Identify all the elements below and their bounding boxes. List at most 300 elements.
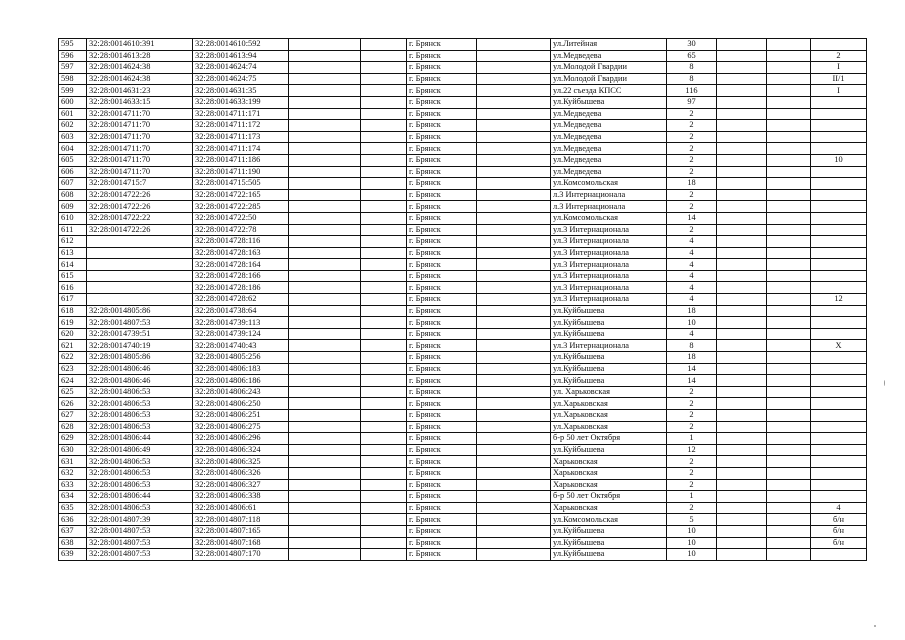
blank-cell-cell: [361, 212, 407, 224]
blank-cell-cell: [289, 398, 361, 410]
blank-cell-cell: [361, 224, 407, 236]
city-cell: г. Брянск: [407, 479, 477, 491]
apartment-cell: [811, 189, 867, 201]
blank-cell-cell: [289, 50, 361, 62]
city-cell: г. Брянск: [407, 456, 477, 468]
row-number-cell: 635: [59, 502, 87, 514]
blank-cell-cell: [361, 433, 407, 445]
apartment-cell: II/1: [811, 73, 867, 85]
row-number-cell: 614: [59, 259, 87, 271]
row-number-cell: 604: [59, 143, 87, 155]
blank-cell-cell: [767, 467, 811, 479]
city-cell: г. Брянск: [407, 375, 477, 387]
cadastral-block-number-cell: 32:28:0014807:53: [87, 537, 193, 549]
blank-cell-cell: [477, 433, 551, 445]
house-number-cell: 1: [667, 491, 717, 503]
blank-cell-cell: [361, 305, 407, 317]
cadastral-object-number-cell: 32:28:0014807:165: [193, 525, 289, 537]
table-row: [59, 537, 867, 549]
blank-cell-cell: [289, 525, 361, 537]
row-number-cell: 606: [59, 166, 87, 178]
blank-cell-cell: [717, 328, 767, 340]
city-cell: г. Брянск: [407, 224, 477, 236]
cadastral-block-number-cell: 32:28:0014806:53: [87, 410, 193, 422]
blank-cell-cell: [477, 537, 551, 549]
house-number-cell: 10: [667, 525, 717, 537]
city-cell: г. Брянск: [407, 386, 477, 398]
house-number-cell: 4: [667, 294, 717, 306]
blank-cell-cell: [717, 108, 767, 120]
city-cell: г. Брянск: [407, 305, 477, 317]
street-cell: ул.Медведева: [551, 131, 667, 143]
blank-cell-cell: [767, 525, 811, 537]
house-number-cell: 8: [667, 340, 717, 352]
city-cell: г. Брянск: [407, 73, 477, 85]
apartment-cell: [811, 375, 867, 387]
blank-cell-cell: [767, 363, 811, 375]
street-cell: ул.Харьковская: [551, 398, 667, 410]
cadastral-block-number-cell: 32:28:0014739:51: [87, 328, 193, 340]
blank-cell-cell: [717, 143, 767, 155]
blank-cell-cell: [477, 549, 551, 561]
blank-cell-cell: [289, 340, 361, 352]
blank-cell-cell: [477, 143, 551, 155]
apartment-cell: [811, 166, 867, 178]
blank-cell-cell: [717, 224, 767, 236]
cadastral-block-number-cell: 32:28:0014722:22: [87, 212, 193, 224]
blank-cell-cell: [717, 212, 767, 224]
blank-cell-cell: [717, 514, 767, 526]
blank-cell-cell: [361, 62, 407, 74]
blank-cell-cell: [767, 236, 811, 248]
blank-cell-cell: [361, 352, 407, 364]
blank-cell-cell: [289, 73, 361, 85]
city-cell: г. Брянск: [407, 467, 477, 479]
house-number-cell: 65: [667, 50, 717, 62]
cadastral-block-number-cell: 32:28:0014631:23: [87, 85, 193, 97]
table-row: [59, 433, 867, 445]
blank-cell-cell: [361, 328, 407, 340]
blank-cell-cell: [477, 375, 551, 387]
blank-cell-cell: [767, 352, 811, 364]
blank-cell-cell: [717, 525, 767, 537]
blank-cell-cell: [767, 410, 811, 422]
blank-cell-cell: [477, 363, 551, 375]
house-number-cell: 116: [667, 85, 717, 97]
cadastral-object-number-cell: 32:28:0014624:75: [193, 73, 289, 85]
cadastral-object-number-cell: 32:28:0014806:327: [193, 479, 289, 491]
city-cell: г. Брянск: [407, 363, 477, 375]
blank-cell-cell: [361, 73, 407, 85]
city-cell: г. Брянск: [407, 120, 477, 132]
apartment-cell: 10: [811, 154, 867, 166]
house-number-cell: 2: [667, 224, 717, 236]
city-cell: г. Брянск: [407, 166, 477, 178]
row-number-cell: 634: [59, 491, 87, 503]
blank-cell-cell: [477, 166, 551, 178]
house-number-cell: 18: [667, 178, 717, 190]
cadastral-object-number-cell: 32:28:0014728:186: [193, 282, 289, 294]
blank-cell-cell: [717, 398, 767, 410]
city-cell: г. Брянск: [407, 62, 477, 74]
cadastral-object-number-cell: 32:28:0014806:324: [193, 444, 289, 456]
blank-cell-cell: [289, 201, 361, 213]
blank-cell-cell: [767, 502, 811, 514]
apartment-cell: [811, 479, 867, 491]
cadastral-block-number-cell: 32:28:0014805:86: [87, 352, 193, 364]
row-number-cell: 597: [59, 62, 87, 74]
street-cell: Харьковская: [551, 456, 667, 468]
blank-cell-cell: [477, 96, 551, 108]
blank-cell-cell: [717, 491, 767, 503]
cadastral-block-number-cell: 32:28:0014807:53: [87, 317, 193, 329]
blank-cell-cell: [477, 491, 551, 503]
cadastral-object-number-cell: 32:28:0014722:50: [193, 212, 289, 224]
table-row: [59, 502, 867, 514]
blank-cell-cell: [361, 270, 407, 282]
blank-cell-cell: [717, 444, 767, 456]
street-cell: ул.Медведева: [551, 120, 667, 132]
table-row: [59, 201, 867, 213]
street-cell: ул.Медведева: [551, 108, 667, 120]
blank-cell-cell: [477, 120, 551, 132]
apartment-cell: [811, 247, 867, 259]
table-row: [59, 479, 867, 491]
blank-cell-cell: [717, 537, 767, 549]
blank-cell-cell: [361, 143, 407, 155]
blank-cell-cell: [477, 270, 551, 282]
house-number-cell: 2: [667, 398, 717, 410]
cadastral-object-number-cell: 32:28:0014728:164: [193, 259, 289, 271]
table-row: [59, 386, 867, 398]
house-number-cell: 10: [667, 549, 717, 561]
blank-cell-cell: [717, 410, 767, 422]
blank-cell-cell: [361, 282, 407, 294]
table-row: [59, 363, 867, 375]
blank-cell-cell: [767, 259, 811, 271]
blank-cell-cell: [717, 236, 767, 248]
cadastral-block-number-cell: 32:28:0014806:49: [87, 444, 193, 456]
blank-cell-cell: [289, 317, 361, 329]
blank-cell-cell: [289, 386, 361, 398]
blank-cell-cell: [361, 386, 407, 398]
blank-cell-cell: [767, 421, 811, 433]
blank-cell-cell: [477, 201, 551, 213]
blank-cell-cell: [361, 514, 407, 526]
row-number-cell: 624: [59, 375, 87, 387]
apartment-cell: [811, 120, 867, 132]
city-cell: г. Брянск: [407, 294, 477, 306]
table-row: [59, 514, 867, 526]
blank-cell-cell: [289, 352, 361, 364]
city-cell: г. Брянск: [407, 491, 477, 503]
cadastral-block-number-cell: 32:28:0014806:46: [87, 375, 193, 387]
city-cell: г. Брянск: [407, 143, 477, 155]
cadastral-block-number-cell: [87, 259, 193, 271]
blank-cell-cell: [767, 537, 811, 549]
city-cell: г. Брянск: [407, 352, 477, 364]
city-cell: г. Брянск: [407, 201, 477, 213]
apartment-cell: [811, 305, 867, 317]
street-cell: ул.Медведева: [551, 143, 667, 155]
blank-cell-cell: [361, 549, 407, 561]
blank-cell-cell: [477, 386, 551, 398]
table-row: [59, 178, 867, 190]
blank-cell-cell: [477, 352, 551, 364]
blank-cell-cell: [289, 259, 361, 271]
cadastral-object-number-cell: 32:28:0014610:592: [193, 39, 289, 51]
table-row: [59, 236, 867, 248]
apartment-cell: [811, 328, 867, 340]
apartment-cell: [811, 270, 867, 282]
blank-cell-cell: [767, 305, 811, 317]
cadastral-block-number-cell: 32:28:0014711:70: [87, 143, 193, 155]
blank-cell-cell: [289, 247, 361, 259]
cadastral-block-number-cell: 32:28:0014806:44: [87, 491, 193, 503]
blank-cell-cell: [289, 236, 361, 248]
city-cell: г. Брянск: [407, 340, 477, 352]
table-row: [59, 328, 867, 340]
blank-cell-cell: [361, 85, 407, 97]
cadastral-object-number-cell: 32:28:0014728:116: [193, 236, 289, 248]
row-number-cell: 602: [59, 120, 87, 132]
house-number-cell: 2: [667, 189, 717, 201]
city-cell: г. Брянск: [407, 282, 477, 294]
street-cell: ул.Куйбышева: [551, 305, 667, 317]
city-cell: г. Брянск: [407, 444, 477, 456]
street-cell: ул.Куйбышева: [551, 352, 667, 364]
blank-cell-cell: [767, 178, 811, 190]
blank-cell-cell: [361, 50, 407, 62]
blank-cell-cell: [477, 467, 551, 479]
row-number-cell: 637: [59, 525, 87, 537]
apartment-cell: [811, 363, 867, 375]
table-row: [59, 85, 867, 97]
blank-cell-cell: [289, 294, 361, 306]
street-cell: ул.Харьковская: [551, 421, 667, 433]
row-number-cell: 639: [59, 549, 87, 561]
table-row: [59, 73, 867, 85]
street-cell: ул.3 Интернационала: [551, 340, 667, 352]
table-row: [59, 375, 867, 387]
cadastral-object-number-cell: 32:28:0014806:243: [193, 386, 289, 398]
city-cell: г. Брянск: [407, 525, 477, 537]
city-cell: г. Брянск: [407, 259, 477, 271]
street-cell: ул.Комсомольская: [551, 178, 667, 190]
house-number-cell: 4: [667, 259, 717, 271]
apartment-cell: 12: [811, 294, 867, 306]
row-number-cell: 615: [59, 270, 87, 282]
street-cell: б-р 50 лет Октября: [551, 433, 667, 445]
table-row: [59, 525, 867, 537]
table-row: [59, 456, 867, 468]
blank-cell-cell: [767, 491, 811, 503]
apartment-cell: б/н: [811, 514, 867, 526]
row-number-cell: 608: [59, 189, 87, 201]
street-cell: ул. Харьковская: [551, 386, 667, 398]
blank-cell-cell: [289, 212, 361, 224]
apartment-cell: [811, 491, 867, 503]
blank-cell-cell: [767, 317, 811, 329]
row-number-cell: 621: [59, 340, 87, 352]
blank-cell-cell: [767, 340, 811, 352]
blank-cell-cell: [767, 270, 811, 282]
row-number-cell: 619: [59, 317, 87, 329]
house-number-cell: 4: [667, 328, 717, 340]
blank-cell-cell: [767, 108, 811, 120]
blank-cell-cell: [477, 236, 551, 248]
cadastral-block-number-cell: [87, 270, 193, 282]
city-cell: г. Брянск: [407, 50, 477, 62]
blank-cell-cell: [477, 340, 551, 352]
apartment-cell: [811, 317, 867, 329]
row-number-cell: 609: [59, 201, 87, 213]
blank-cell-cell: [477, 224, 551, 236]
cadastral-block-number-cell: 32:28:0014805:86: [87, 305, 193, 317]
blank-cell-cell: [717, 282, 767, 294]
cadastral-object-number-cell: 32:28:0014806:325: [193, 456, 289, 468]
blank-cell-cell: [289, 363, 361, 375]
blank-cell-cell: [477, 178, 551, 190]
blank-cell-cell: [289, 375, 361, 387]
blank-cell-cell: [717, 363, 767, 375]
blank-cell-cell: [717, 502, 767, 514]
house-number-cell: 2: [667, 154, 717, 166]
blank-cell-cell: [717, 120, 767, 132]
blank-cell-cell: [477, 294, 551, 306]
house-number-cell: 10: [667, 537, 717, 549]
blank-cell-cell: [477, 410, 551, 422]
table-row: [59, 62, 867, 74]
row-number-cell: 600: [59, 96, 87, 108]
house-number-cell: 2: [667, 131, 717, 143]
blank-cell-cell: [767, 131, 811, 143]
blank-cell-cell: [289, 514, 361, 526]
blank-cell-cell: [477, 282, 551, 294]
table-row: [59, 189, 867, 201]
apartment-cell: [811, 224, 867, 236]
street-cell: ул.Куйбышева: [551, 525, 667, 537]
blank-cell-cell: [361, 189, 407, 201]
street-cell: ул.Молодой Гвардии: [551, 73, 667, 85]
street-cell: ул.Харьковская: [551, 410, 667, 422]
cadastral-object-number-cell: 32:28:0014738:64: [193, 305, 289, 317]
row-number-cell: 617: [59, 294, 87, 306]
blank-cell-cell: [289, 39, 361, 51]
blank-cell-cell: [361, 421, 407, 433]
apartment-cell: [811, 212, 867, 224]
cadastral-block-number-cell: 32:28:0014711:70: [87, 131, 193, 143]
cadastral-object-number-cell: 32:28:0014711:173: [193, 131, 289, 143]
house-number-cell: 2: [667, 386, 717, 398]
blank-cell-cell: [767, 247, 811, 259]
blank-cell-cell: [767, 39, 811, 51]
cadastral-object-number-cell: 32:28:0014807:170: [193, 549, 289, 561]
house-number-cell: 97: [667, 96, 717, 108]
street-cell: ул.22 съезда КПСС: [551, 85, 667, 97]
blank-cell-cell: [717, 305, 767, 317]
table-row: [59, 143, 867, 155]
street-cell: ул.3 Интернационала: [551, 282, 667, 294]
street-cell: ул.Литейная: [551, 39, 667, 51]
city-cell: г. Брянск: [407, 328, 477, 340]
city-cell: г. Брянск: [407, 421, 477, 433]
blank-cell-cell: [289, 85, 361, 97]
blank-cell-cell: [767, 444, 811, 456]
blank-cell-cell: [477, 421, 551, 433]
house-number-cell: 14: [667, 212, 717, 224]
blank-cell-cell: [767, 96, 811, 108]
city-cell: г. Брянск: [407, 514, 477, 526]
city-cell: г. Брянск: [407, 537, 477, 549]
blank-cell-cell: [767, 50, 811, 62]
row-number-cell: 613: [59, 247, 87, 259]
apartment-cell: X: [811, 340, 867, 352]
blank-cell-cell: [717, 294, 767, 306]
table-row: [59, 212, 867, 224]
blank-cell-cell: [289, 549, 361, 561]
blank-cell-cell: [289, 421, 361, 433]
table-row: [59, 549, 867, 561]
cadastral-block-number-cell: 32:28:0014806:53: [87, 467, 193, 479]
street-cell: ул.Медведева: [551, 154, 667, 166]
blank-cell-cell: [767, 224, 811, 236]
table-row: [59, 467, 867, 479]
blank-cell-cell: [361, 410, 407, 422]
apartment-cell: [811, 108, 867, 120]
city-cell: г. Брянск: [407, 270, 477, 282]
city-cell: г. Брянск: [407, 212, 477, 224]
blank-cell-cell: [717, 259, 767, 271]
blank-cell-cell: [361, 491, 407, 503]
blank-cell-cell: [717, 73, 767, 85]
street-cell: ул.Куйбышева: [551, 537, 667, 549]
cadastral-block-number-cell: 32:28:0014722:26: [87, 224, 193, 236]
cadastral-block-number-cell: [87, 247, 193, 259]
cadastral-block-number-cell: 32:28:0014807:53: [87, 525, 193, 537]
blank-cell-cell: [477, 305, 551, 317]
street-cell: л.3 Интернационала: [551, 189, 667, 201]
house-number-cell: 30: [667, 39, 717, 51]
city-cell: г. Брянск: [407, 131, 477, 143]
blank-cell-cell: [361, 317, 407, 329]
blank-cell-cell: [767, 375, 811, 387]
cadastral-block-number-cell: [87, 294, 193, 306]
blank-cell-cell: [477, 479, 551, 491]
blank-cell-cell: [361, 131, 407, 143]
city-cell: г. Брянск: [407, 247, 477, 259]
house-number-cell: 14: [667, 375, 717, 387]
cadastral-block-number-cell: 32:28:0014806:53: [87, 456, 193, 468]
cadastral-object-number-cell: 32:28:0014711:174: [193, 143, 289, 155]
blank-cell-cell: [767, 549, 811, 561]
table-row: [59, 305, 867, 317]
row-number-cell: 605: [59, 154, 87, 166]
cadastral-block-number-cell: 32:28:0014806:44: [87, 433, 193, 445]
house-number-cell: 10: [667, 317, 717, 329]
blank-cell-cell: [717, 96, 767, 108]
street-cell: ул.Куйбышева: [551, 96, 667, 108]
blank-cell-cell: [361, 502, 407, 514]
row-number-cell: 620: [59, 328, 87, 340]
cadastral-block-number-cell: 32:28:0014806:53: [87, 421, 193, 433]
cadastral-object-number-cell: 32:28:0014740:43: [193, 340, 289, 352]
city-cell: г. Брянск: [407, 39, 477, 51]
house-number-cell: 5: [667, 514, 717, 526]
street-cell: ул.Куйбышева: [551, 317, 667, 329]
blank-cell-cell: [361, 456, 407, 468]
street-cell: ул.Куйбышева: [551, 375, 667, 387]
